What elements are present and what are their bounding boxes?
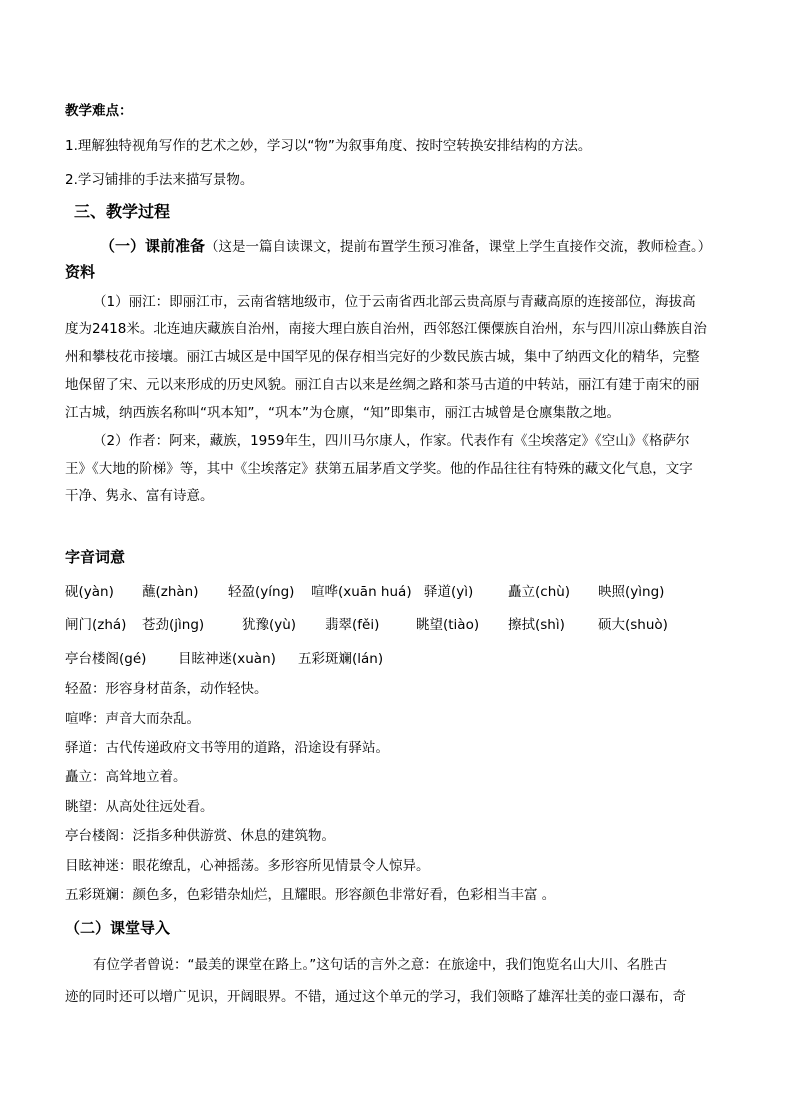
intro-line-2: 迹的同时还可以增广见识，开阔眼界。不错，通过这个单元的学习，我们领略了雄浑壮美的壶口瀑布，奇 (65, 989, 686, 1005)
definition-item: 五彩斑斓：颜色多，色彩错杂灿烂，且耀眼。形容颜色非常好看，色彩相当丰富 。 (65, 887, 556, 903)
vocab-item: 苍劲(jìng) (142, 617, 205, 633)
difficulty-item-2: 2.学习铺排的手法来描写景物。 (65, 172, 254, 188)
intro-heading: （二）课堂导入 (65, 919, 171, 937)
vocab-item: 映照(yìng) (598, 584, 665, 600)
lijiang-line-4: 地保留了宋、元以来形成的历史风貌。丽江自古以来是丝绸之路和茶马古道的中转站，丽江有建于南宋的丽 (65, 377, 700, 393)
definition-item: 矗立：高耸地立着。 (65, 769, 187, 785)
definition-item: 目眩神迷：眼花缭乱，心神摇荡。多形容所见情景令人惊异。 (65, 858, 430, 874)
lijiang-line-1: （1）丽江：即丽江市，云南省辖地级市，位于云南省西北部云贵高原与青藏高原的连接部位，海拔高 (93, 294, 696, 310)
vocab-item: 驿道(yì) (424, 584, 474, 600)
difficulty-title: 教学难点： (65, 103, 133, 119)
vocab-item: 砚(yàn) (65, 584, 114, 600)
vocab-item: 亭台楼阁(gé) (65, 651, 147, 667)
vocab-item: 翡翠(fěi) (325, 617, 380, 633)
vocab-item: 犹豫(yù) (242, 617, 297, 633)
vocab-item: 擦拭(shì) (508, 617, 565, 633)
prep-line (100, 236, 711, 257)
vocab-item: 眺望(tiào) (416, 617, 480, 633)
author-line-3: 干净、隽永、富有诗意。 (65, 488, 214, 504)
lijiang-line-2: 度为2418米。北连迪庆藏族自治州，南接大理白族自治州，西邻怒江傈僳族自治州，东与四川凉山彝族自治 (65, 321, 707, 337)
lijiang-line-3: 州和攀枝花市接壤。丽江古城区是中国罕见的保存相当完好的少数民族古城，集中了纳西文化的精华，完整 (65, 349, 700, 365)
vocab-item: 矗立(chù) (508, 584, 571, 600)
vocab-item: 喧哗(xuān huá) (311, 584, 412, 600)
prep-heading: （一）课前准备 (100, 237, 206, 255)
lijiang-line-5: 江古城，纳西族名称叫“巩本知”，“巩本”为仓廪，“知”即集市，丽江古城曾是仓廪集散之地。 (65, 405, 620, 421)
vocab-item: 轻盈(yíng) (228, 584, 295, 600)
difficulty-item-1: 1.理解独特视角写作的艺术之妙，学习以“物”为叙事角度、按时空转换安排结构的方法。 (65, 138, 592, 154)
vocab-item: 目眩神迷(xuàn) (178, 651, 276, 667)
definition-item: 亭台楼阁：泛指多种供游赏、休息的建筑物。 (65, 828, 335, 844)
definition-item: 驿道：古代传递政府文书等用的道路，沿途设有驿站。 (65, 740, 389, 756)
vocab-item: 蘸(zhàn) (142, 584, 199, 600)
vocab-item: 五彩斑斓(lán) (298, 651, 384, 667)
materials-title: 资料 (65, 263, 96, 281)
vocab-item: 硕大(shuò) (598, 617, 668, 633)
section-3-title: 三、教学过程 (74, 202, 171, 221)
vocab-title: 字音词意 (65, 548, 126, 566)
definition-item: 喧哗：声音大而杂乱。 (65, 711, 200, 727)
prep-note: （这是一篇自读课文，提前布置学生预习准备，课堂上学生直接作交流，教师检查。） (205, 239, 712, 255)
definition-item: 眺望：从高处往远处看。 (65, 799, 214, 815)
definition-item: 轻盈：形容身材苗条，动作轻快。 (65, 681, 268, 697)
intro-line-1: 有位学者曾说：“最美的课堂在路上。”这句话的言外之意：在旅途中，我们饱览名山大川、名胜古 (93, 957, 668, 973)
author-line-1: （2）作者：阿来，藏族，1959年生，四川马尔康人，作家。代表作有《尘埃落定》《空山》《格萨尔 (93, 433, 690, 449)
author-line-2: 王》《大地的阶梯》等，其中《尘埃落定》获第五届茅盾文学奖。他的作品往往有特殊的藏文化气息，文字 (65, 461, 693, 477)
vocab-item: 闸门(zhá) (65, 617, 127, 633)
